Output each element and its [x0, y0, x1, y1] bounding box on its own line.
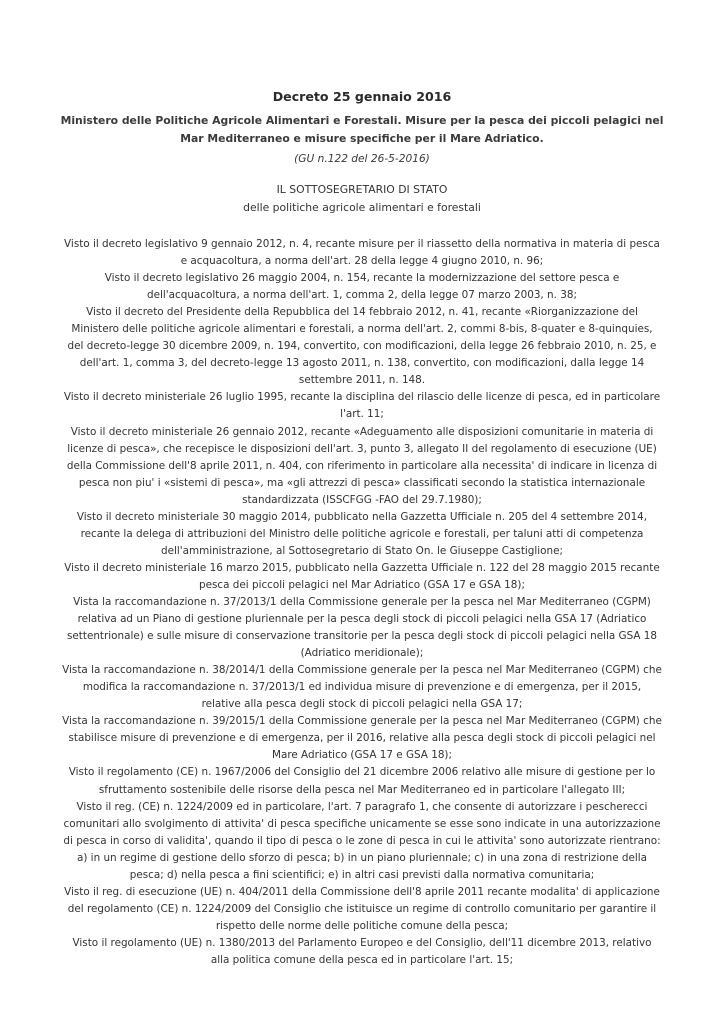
preamble-paragraph: Visto il reg. di esecuzione (UE) n. 404/2011 della Commissione dell'8 aprile 2011 recante modalita' di applicazione del regolamento (CE) n. 1224/2009 del Consiglio che istituisce un regime di controllo comunitario per garantire il rispetto delle norme delle politiche comune della pesca;: [64, 885, 660, 932]
preamble-paragraph: Visto il regolamento (UE) n. 1380/2013 del Parlamento Europeo e del Consiglio, dell'11 dicembre 2013, relativo alla politica comune della pesca ed in particolare l'art. 15;: [72, 936, 652, 966]
preamble: [62, 236, 662, 969]
preamble-paragraph: Vista la raccomandazione n. 39/2015/1 della Commissione generale per la pesca nel Mar Mediterraneo (CGPM) che stabilisce misure di prevenzione e di emergenza, per il 2016, relative alla pesca degli stock di piccoli pelagici nel Mare Adriatico (GSA 17 e GSA 18);: [62, 715, 662, 762]
document-header: [60, 88, 664, 168]
preamble-paragraph: Visto il decreto ministeriale 30 maggio 2014, pubblicato nella Gazzetta Ufficiale n. 205 del 4 settembre 2014, recante la delega di attribuzioni del Ministro delle politiche agricole e forestali, per taluni atti di competenza dell'amministrazione, al Sottosegretario di Stato On. le Giuseppe Castiglione;: [76, 510, 648, 557]
preamble-paragraph: Visto il reg. (CE) n. 1224/2009 ed in particolare, l'art. 7 paragrafo 1, che consente di autorizzare i pescherecci comunitari allo svolgimento di attivita' di pesca specifiche unicamente se esse sono indicate in una autorizzazione di pesca in corso di validita', quando il tipo di pesca o le zone di pesca in cui le attivita' sono autorizzate rientrano: a) in un regime di gestione dello sforzo di pesca; b) in un piano pluriennale; c) in una zona di restrizione della pesca; d) nella pesca a fini scientifici; e) in altri casi previsti dalla normativa comunitaria;: [63, 800, 661, 881]
gazette-reference: (GU n.122 del 26-5-2016): [294, 153, 430, 165]
issuing-authority: [60, 181, 664, 217]
preamble-paragraph: Vista la raccomandazione n. 37/2013/1 della Commissione generale per la pesca nel Mar Mediterraneo (CGPM) relativa ad un Piano di gestione pluriennale per la pesca degli stock di piccoli pelagici nella GSA 17 (Adriatico settentrionale) e sulle misure di conservazione transitorie per la pesca degli stock di piccoli pelagici nella GSA 18 (Adriatico meridionale);: [66, 595, 657, 660]
decree-title: Decreto 25 gennaio 2016: [272, 89, 452, 104]
preamble-paragraph: Visto il decreto ministeriale 26 gennaio 2012, recante «Adeguamento alle disposizioni comunitarie in materia di licenze di pesca», che recepisce le disposizioni dell'art. 3, punto 3, allegato II del regolamento di esecuzione (UE) della Commissione dell'8 aprile 2011, n. 404, con riferimento in particolare alla necessita' di indicare in licenza di pesca non piu' i «sistemi di pesca», ma «gli attrezzi di pesca» classificati secondo la statistica internazionale standardizzata (ISSCFGG -FAO del 29.7.1980);: [66, 425, 658, 506]
preamble-paragraph: Vista la raccomandazione n. 38/2014/1 della Commissione generale per la pesca nel Mar Mediterraneo (CGPM) che modifica la raccomandazione n. 37/2013/1 ed individua misure di prevenzione e di emergenza, per il 2015, relative alla pesca degli stock di piccoli pelagici nella GSA 17;: [62, 664, 662, 711]
preamble-paragraph: Visto il decreto ministeriale 26 luglio 1995, recante la disciplina del rilascio delle licenze di pesca, ed in particolare l'art. 11;: [63, 391, 661, 421]
authority-department: delle politiche agricole alimentari e forestali: [243, 201, 481, 214]
preamble-paragraph: Visto il decreto ministeriale 16 marzo 2015, pubblicato nella Gazzetta Ufficiale n. 122 del 28 maggio 2015 recante pesca dei piccoli pelagici nel Mar Adriatico (GSA 17 e GSA 18);: [64, 561, 660, 591]
preamble-paragraph: Visto il decreto del Presidente della Repubblica del 14 febbraio 2012, n. 41, recante «Riorganizzazione del Ministero delle politiche agricole alimentari e forestali, a norma dell'art. 2, commi 8-bis, 8-quater e 8-quinquies, del decreto-legge 30 dicembre 2009, n. 194, convertito, con modificazioni, della legge 26 febbraio 2010, n. 25, e dell'art. 1, comma 3, del decreto-legge 13 agosto 2011, n. 138, convertito, con modificazioni, dalla legge 14 settembre 2011, n. 148.: [67, 306, 657, 387]
preamble-paragraph: Visto il decreto legislativo 26 maggio 2004, n. 154, recante la modernizzazione del settore pesca e dell'acquacoltura, a norma dell'art. 1, comma 2, della legge 07 marzo 2003, n. 38;: [104, 272, 620, 302]
authority-title: IL SOTTOSEGRETARIO DI STATO: [276, 183, 448, 196]
preamble-paragraph: Visto il regolamento (CE) n. 1967/2006 del Consiglio del 21 dicembre 2006 relativo alle misure di gestione per lo sfruttamento sostenibile delle risorse della pesca nel Mar Mediterraneo ed in particolare l'allegato III;: [68, 766, 656, 796]
preamble-paragraph: Visto il decreto legislativo 9 gennaio 2012, n. 4, recante misure per il riassetto della normativa in materia di pesca e acquacoltura, a norma dell'art. 28 della legge 4 giugno 2010, n. 96;: [64, 238, 660, 268]
ministry-subtitle: Ministero delle Politiche Agricole Alimentari e Forestali. Misure per la pesca dei piccoli pelagici nel Mar Mediterraneo e misure specifiche per il Mare Adriatico.: [60, 114, 664, 145]
